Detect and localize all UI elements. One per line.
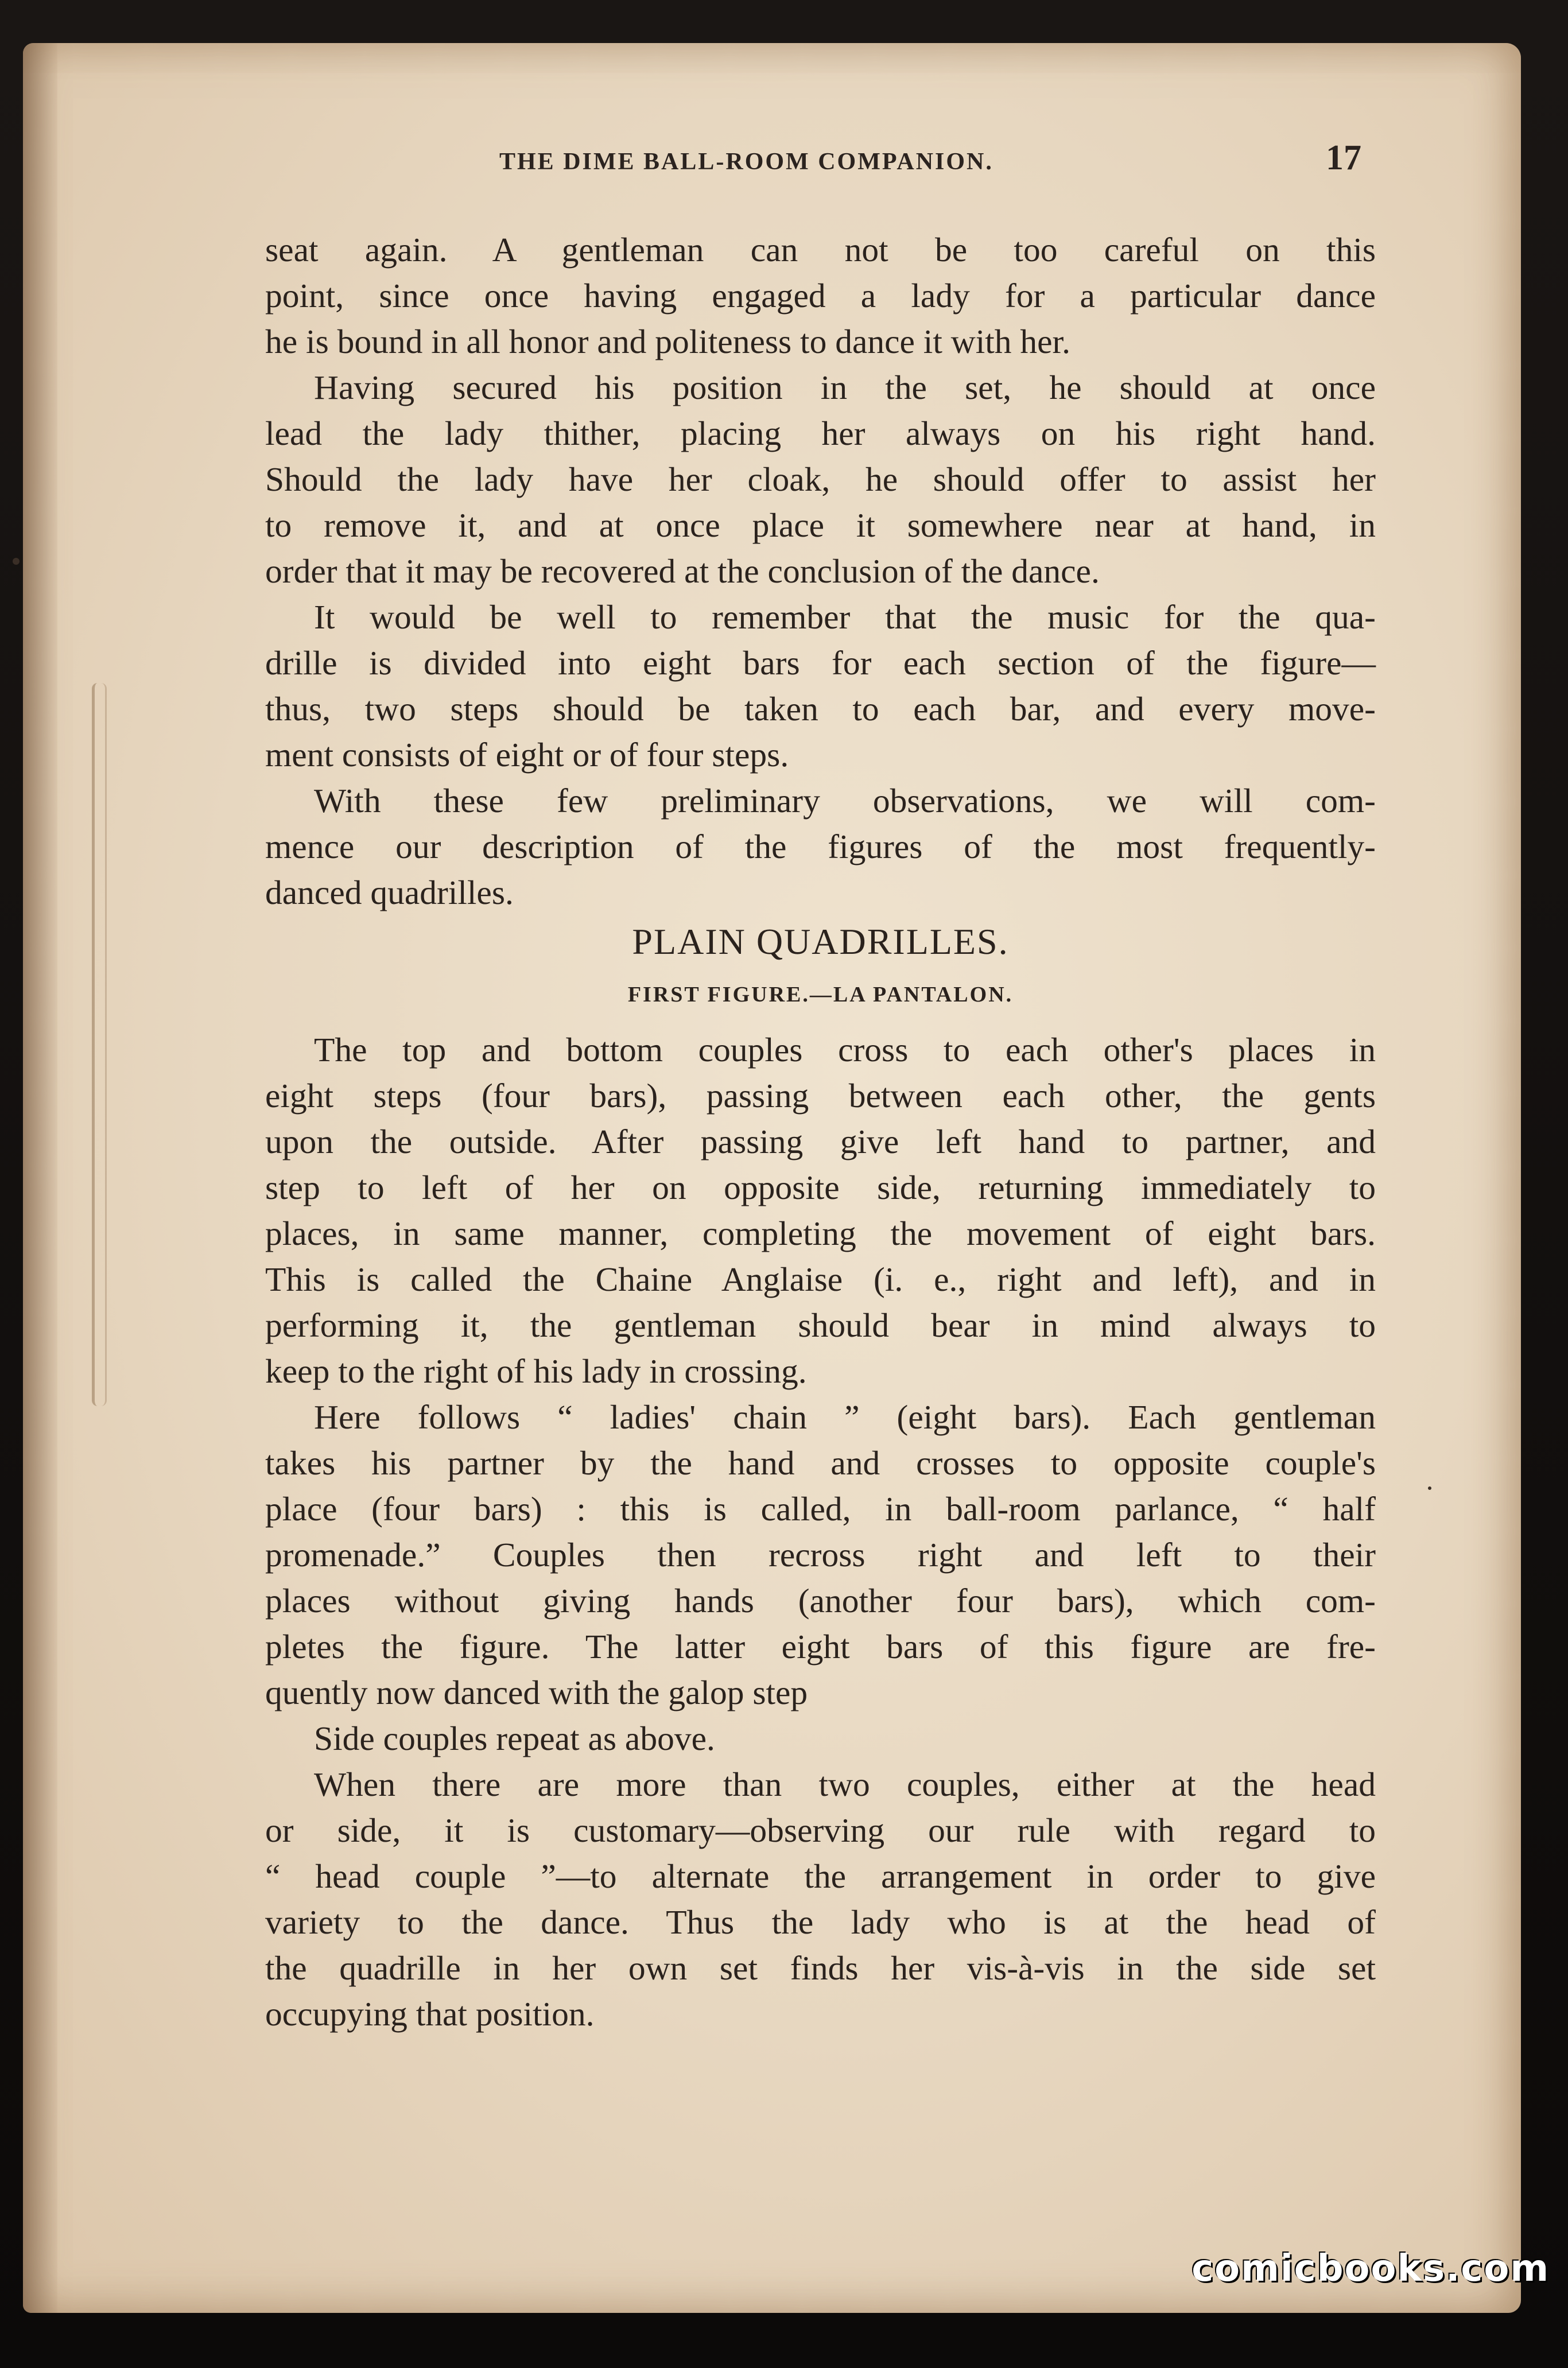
figure-line: upon the outside. After passing give left hand to partner, and xyxy=(265,1123,1376,1160)
paper-speck xyxy=(13,558,20,565)
paper-speck xyxy=(1428,1486,1431,1490)
page-number: 17 xyxy=(1326,138,1361,177)
body-line: to remove it, and at once place it somewhere near at hand, in xyxy=(265,506,1376,544)
body-line: he is bound in all honor and politeness to dance it with her. xyxy=(265,323,1070,360)
body-line: point, since once having engaged a lady for a particular dance xyxy=(265,277,1376,315)
page-gutter-shadow xyxy=(23,43,57,2313)
body-line: drille is divided into eight bars for each section of the figure— xyxy=(265,644,1376,682)
heading-spacer xyxy=(265,1021,1376,1027)
body-line: mence our description of the figures of the most frequently- xyxy=(265,828,1376,865)
body-line: thus, two steps should be taken to each bar, and every move- xyxy=(265,690,1376,728)
figure-line: performing it, the gentleman should bear in mind always to xyxy=(265,1306,1376,1344)
figure-line: Side couples repeat as above. xyxy=(314,1719,715,1757)
figure-line: takes his partner by the hand and crosses to opposite couple's xyxy=(265,1444,1376,1482)
figure-line: variety to the dance. Thus the lady who is at the head of xyxy=(265,1903,1376,1941)
figure-line: promenade.” Couples then recross right and left to their xyxy=(265,1536,1376,1574)
body-line: Having secured his position in the set, he should at once xyxy=(314,368,1376,406)
body-line: It would be well to remember that the music for the qua- xyxy=(314,598,1376,636)
body-line: seat again. A gentleman can not be too careful on this xyxy=(265,231,1376,269)
running-title: THE DIME BALL-ROOM COMPANION. xyxy=(499,149,993,175)
figure-line: The top and bottom couples cross to each other's places in xyxy=(314,1031,1376,1069)
body-line: danced quadrilles. xyxy=(265,874,514,911)
figure-line: This is called the Chaine Anglaise (i. e., right and left), and in xyxy=(265,1260,1376,1298)
body-line: With these few preliminary observations, we will com- xyxy=(314,782,1376,820)
figure-line: occupying that position. xyxy=(265,1995,595,2033)
figure-line: “ head couple ”—to alternate the arrangement in order to give xyxy=(265,1857,1376,1895)
figure-heading: FIRST FIGURE.—LA PANTALON. xyxy=(627,983,1014,1007)
figure-line: the quadrille in her own set finds her vis-à-vis in the side set xyxy=(265,1949,1376,1987)
body-line: lead the lady thither, placing her always on his right hand. xyxy=(265,414,1376,452)
page-text xyxy=(265,227,1376,2037)
figure-line: pletes the figure. The latter eight bars of this figure are fre- xyxy=(265,1628,1376,1666)
body-line: order that it may be recovered at the conclusion of the dance. xyxy=(265,552,1100,590)
figure-line: place (four bars) : this is called, in ball-room parlance, “ half xyxy=(265,1490,1376,1528)
binding-thread xyxy=(92,683,107,1406)
figure-line: keep to the right of his lady in crossing. xyxy=(265,1352,807,1390)
figure-line: or side, it is customary—observing our rule with regard to xyxy=(265,1811,1376,1849)
figure-line: step to left of her on opposite side, returning immediately to xyxy=(265,1169,1376,1206)
section-heading: PLAIN QUADRILLES. xyxy=(632,921,1009,962)
figure-line: When there are more than two couples, either at the head xyxy=(314,1765,1376,1803)
figure-line: Here follows “ ladies' chain ” (eight bars). Each gentleman xyxy=(314,1398,1376,1436)
figure-line: places without giving hands (another four bars), which com- xyxy=(265,1582,1376,1620)
figure-line: eight steps (four bars), passing between each other, the gents xyxy=(265,1077,1376,1115)
figure-line: quently now danced with the galop step xyxy=(265,1674,808,1711)
body-line: Should the lady have her cloak, he should offer to assist her xyxy=(265,460,1376,498)
body-line: ment consists of eight or of four steps. xyxy=(265,736,789,774)
figure-line: places, in same manner, completing the movement of eight bars. xyxy=(265,1214,1376,1252)
site-watermark: comicbooks.com xyxy=(1191,2247,1550,2290)
